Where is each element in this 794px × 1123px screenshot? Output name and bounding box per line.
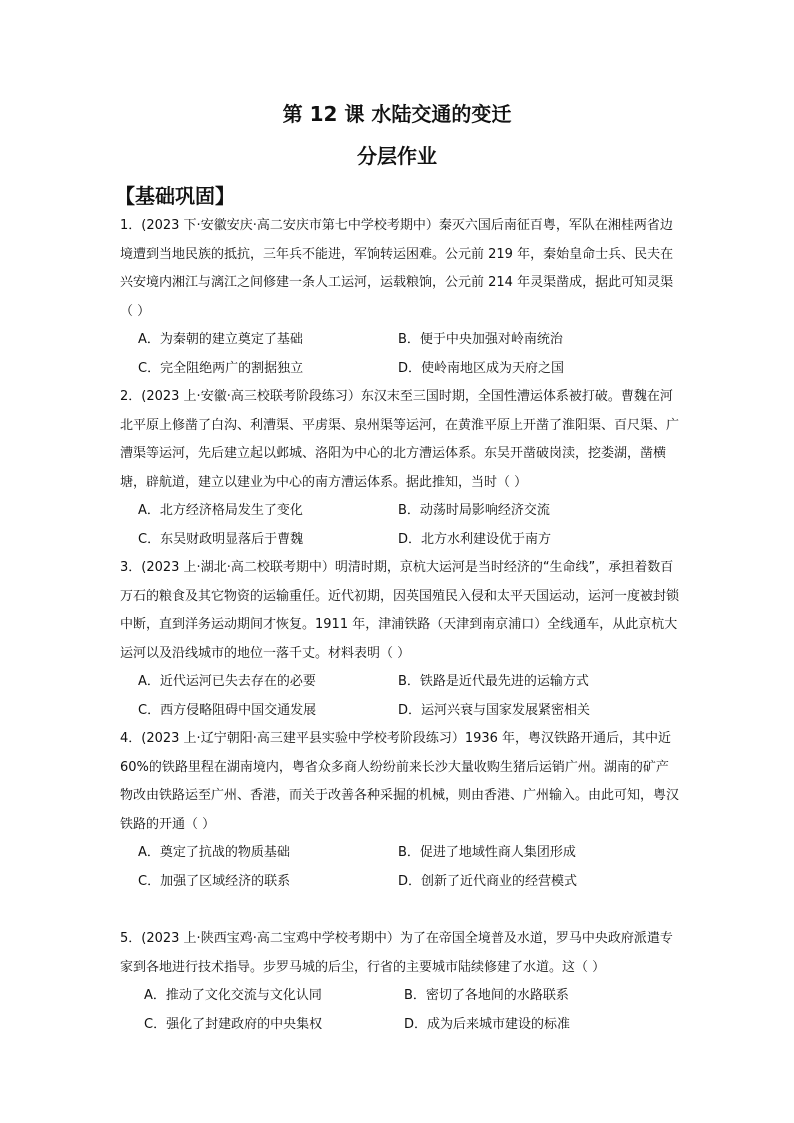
question-stem: 1．(2023 下·安徽安庆·高二安庆市第七中学校考期中）秦灭六国后南征百粤，军队在湘桂两省边境遭到当地民族的抵抗，三年兵不能进，军饷转运困难。公元前 219 年，秦始皇命士兵、民夫在兴安境内湘江与漓江之间修建一条人工运河，运载粮饷，公元前 214 年灵渠凿成，据此可知灵渠（ ） [120,218,674,319]
option-a: A．为秦朝的建立奠定了基础 [138,332,303,347]
option-a: A．近代运河已失去存在的必要 [138,674,316,689]
option-b: B．便于中央加强对岭南统治 [398,332,563,347]
option-d: D．运河兴衰与国家发展紧密相关 [398,702,591,718]
option-list [144,982,680,1039]
option-list [138,497,680,554]
option-list [138,668,680,725]
option-a: A．北方经济格局发生了变化 [138,503,303,518]
question-1 [120,212,680,383]
section-heading: 【基础巩固】 [115,184,235,208]
question-stem: 2．(2023 上·安徽·高三校联考阶段练习）东汉末至三国时期，全国性漕运体系被打破。曹魏在河北平原上修凿了白沟、利漕渠、平虏渠、泉州渠等运河，在黄淮平原上开凿了淮阳渠、百尺渠、广漕渠等运河，先后建立起以邺城、洛阳为中心的北方漕运体系。东吴开凿破岗渎，挖娄湖，凿横塘，辟航道，建立以建业为中心的南方漕运体系。据此推知，当时（ ） [120,389,680,490]
question-4 [120,725,680,896]
option-c: C．东吴财政明显落后于曹魏 [138,531,304,547]
option-c: C．完全阻绝两广的割据独立 [138,360,304,376]
question-stem: 5．(2023 上·陕西宝鸡·高二宝鸡中学校考期中）为了在帝国全境普及水道，罗马中央政府派遣专家到各地进行技术指导。步罗马城的后尘，行省的主要城市陆续修建了水道。这（ ） [120,931,673,975]
option-a: A．推动了文化交流与文化认同 [144,988,322,1003]
option-d: D．成为后来城市建设的标准 [404,1016,571,1032]
lesson-subtitle: 分层作业 [357,144,437,168]
option-d: D．北方水利建设优于南方 [398,531,552,547]
option-list [138,326,680,383]
question-3 [120,554,680,725]
option-a: A．奠定了抗战的物质基础 [138,845,290,860]
option-b: B．动荡时局影响经济交流 [398,503,550,518]
option-b: B．铁路是近代最先进的运输方式 [398,674,589,689]
question-stem: 3．(2023 上·湖北·高二校联考期中）明清时期，京杭大运河是当时经济的“生命线”，承担着数百万石的粮食及其它物资的运输重任。近代初期，因英国殖民入侵和太平天国运动，运河一度被封锁中断，直到洋务运动期间才恢复。1911 年，津浦铁路（天津到南京浦口）全线通车，从此京杭大运河以及沿线城市的地位一落千丈。材料表明（ ） [120,560,680,661]
option-c: C．西方侵略阻碍中国交通发展 [138,702,317,718]
option-c: C．加强了区域经济的联系 [138,873,291,889]
option-d: D．创新了近代商业的经营模式 [398,873,578,889]
question-stem: 4．(2023 上·辽宁朝阳·高三建平县实验中学校考阶段练习）1936 年，粤汉铁路开通后，其中近 60%的铁路里程在湖南境内，粤省众多商人纷纷前来长沙大量收购生猪后运销广州。湖南的矿产物改由铁路运至广州、香港，而关于改善各种采掘的机械，则由香港、广州输入。由此可知，粤汉铁路的开通（ ） [120,731,680,832]
option-b: B．密切了各地间的水路联系 [404,988,569,1003]
option-list [138,839,680,896]
question-5 [120,925,680,1039]
option-b: B．促进了地域性商人集团形成 [398,845,576,860]
question-2 [120,383,680,554]
lesson-title: 第 12 课 水陆交通的变迁 [282,102,512,126]
option-d: D．使岭南地区成为天府之国 [398,360,565,376]
option-c: C．强化了封建政府的中央集权 [144,1016,323,1032]
